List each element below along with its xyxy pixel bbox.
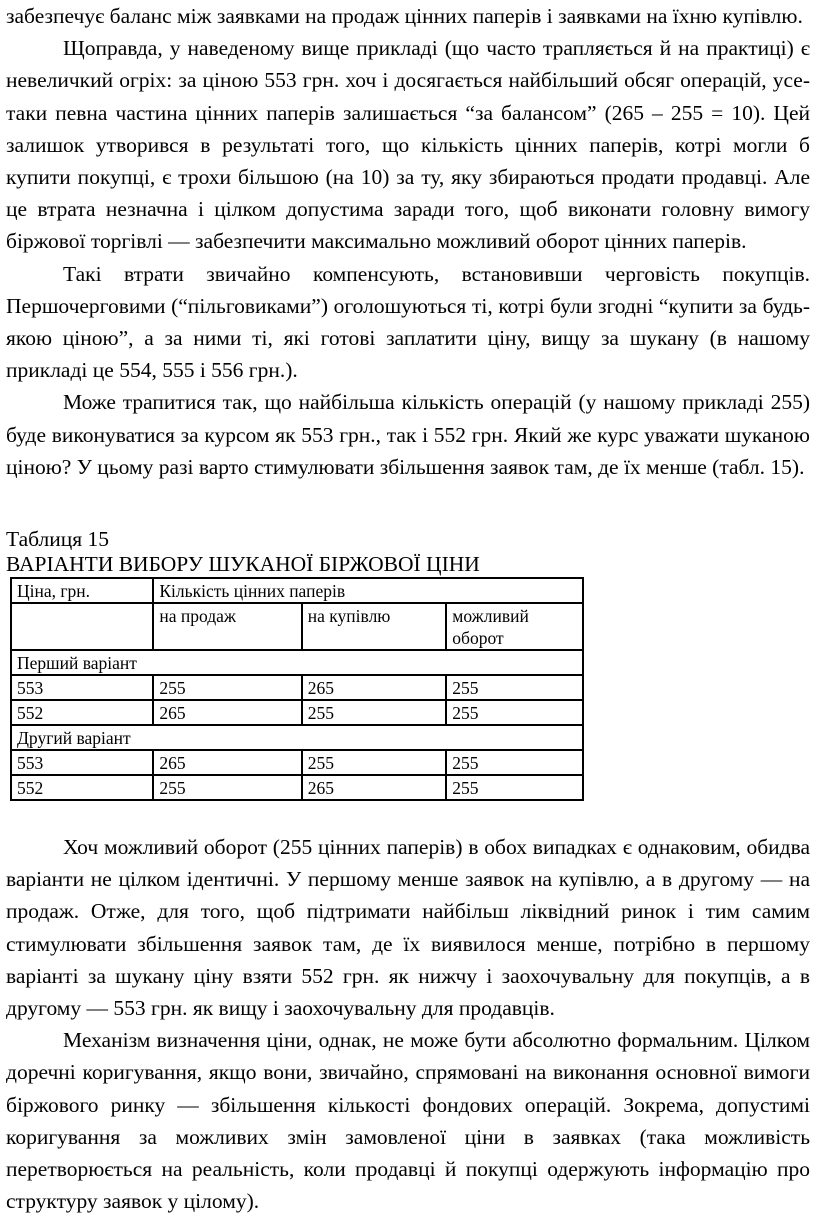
- table-group-row: [11, 650, 583, 675]
- table-cell: 553: [11, 750, 153, 775]
- table-cell: 552: [11, 700, 153, 725]
- table-cell: 255: [153, 775, 301, 800]
- paragraph-continuation: забезпечує баланс між заявками на продаж цінних паперів і заявками на їхню купівлю.: [6, 4, 803, 28]
- group-label-second: Другий варіант: [11, 725, 583, 750]
- table-header-row: [11, 578, 583, 603]
- header-quantity: Кількість цінних паперів: [153, 578, 583, 603]
- text-after-table: [6, 831, 810, 1217]
- table-cell: 255: [446, 700, 583, 725]
- table-cell: 265: [153, 750, 301, 775]
- spacer: [6, 801, 810, 831]
- paragraph-buyer-priority: Такі втрати звичайно компенсують, встановивши черговість покупців. Першочерговими (“пільговиками”) оголошуються ті, котрі були згодні “купити за будь-якою ціною”, а за ними ті, які готові заплатити ціну, вищу за шукану (в нашому прикладі це 554, 555 і 556 грн.).: [6, 261, 810, 383]
- table-cell: 255: [446, 750, 583, 775]
- header-price: Ціна, грн.: [11, 578, 153, 603]
- table-row: [11, 750, 583, 775]
- table-cell: 552: [11, 775, 153, 800]
- table-group-row: [11, 725, 583, 750]
- table-subheader-row: [11, 603, 583, 650]
- table-cell: 255: [446, 775, 583, 800]
- table-row: [11, 775, 583, 800]
- table-cell: 265: [153, 700, 301, 725]
- document-page: [6, 0, 810, 1217]
- table-title: ВАРІАНТИ ВИБОРУ ШУКАНОЇ БІРЖОВОЇ ЦІНИ: [6, 552, 480, 577]
- paragraph-variant-comparison: Хоч можливий оборот (255 цінних паперів) в обох випадках є однаковим, обидва варіанти не цілком ідентичні. У першому менше заявок на купівлю, а в другому — на продаж. Отже, для того, щоб підтримати найбільш ліквідний ринок і тим самим стимулювати збільшення заявок там, де їх виявилося менше, потрібно в першому варіанті за шукану ціну взяти 552 грн. як нижчу і заохочувальну для покупців, а в другому — 553 грн. як вищу і заохочувальну для продавців.: [6, 835, 810, 1021]
- table-row: [11, 700, 583, 725]
- group-label-first: Перший варіант: [11, 650, 583, 675]
- table-number: Таблиця 15: [6, 527, 110, 552]
- table-cell: 553: [11, 675, 153, 700]
- subheader-sale: на продаж: [153, 603, 301, 650]
- subheader-turnover: можливий оборот: [446, 603, 583, 650]
- table-cell: 265: [302, 775, 447, 800]
- paragraph-price-mechanism: Механізм визначення ціни, однак, не може бути абсолютно формальним. Цілком доречні коригування, якщо вони, звичайно, спрямовані на виконання основної вимоги біржового ринку — збільшення кількості фондових операцій. Зокрема, допустимі коригування за можливих змін замовленої ціни в заявках (така можливість перетворюється на реальність, коли продавці й покупці одержують інформацію про структуру заявок у цілому).: [6, 1028, 810, 1214]
- table-cell: 255: [302, 700, 447, 725]
- table-cell: 255: [302, 750, 447, 775]
- header-price-empty: [11, 603, 153, 650]
- price-variants-table: [10, 577, 584, 801]
- table-cell: 265: [302, 675, 447, 700]
- text-before-table: [6, 0, 810, 483]
- table-cell: 255: [153, 675, 301, 700]
- paragraph-two-prices: Може трапитися так, що найбільша кількість операцій (у нашому прикладі 255) буде виконуватися за курсом як 553 грн., так і 552 грн. Який же курс уважати шуканою ціною? У цьому разі варто стимулювати збільшення заявок там, де їх менше (табл. 15).: [6, 390, 810, 479]
- table-row: [11, 675, 583, 700]
- table-cell: 255: [446, 675, 583, 700]
- paragraph-pricing-flaw: Щоправда, у наведеному вище прикладі (що часто трапляється й на практиці) є невеличкий огріх: за ціною 553 грн. хоч і досягається найбільший обсяг операцій, усе-таки певна частина цінних паперів залишається “за балансом” (265 – 255 = 10). Цей залишок утворився в результаті того, що кількість цінних паперів, котрі могли б купити покупці, є трохи більшою (на 10) за ту, яку збираються продати продавці. Але це втрата незначна і цілком допустима заради того, щоб виконати головну вимогу біржової торгівлі — забезпечити максимально можливий оборот цінних паперів.: [6, 36, 810, 254]
- subheader-purchase: на купівлю: [302, 603, 447, 650]
